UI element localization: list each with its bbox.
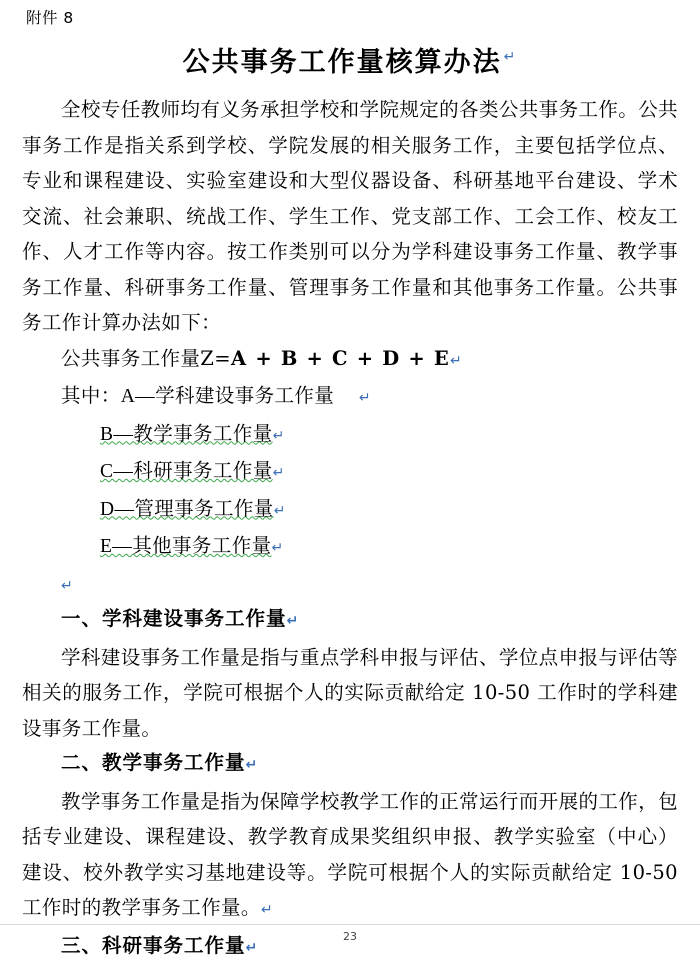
page-number: 23 <box>0 930 700 943</box>
paragraph-mark-icon: ↵ <box>261 902 273 918</box>
legend-b <box>22 417 678 455</box>
legend-e-text: E—其他事务工作量 <box>100 536 272 557</box>
paragraph-mark-icon: ↵ <box>504 49 518 65</box>
formula-label: 公共事务工作量Z= <box>61 347 231 370</box>
paragraph-mark-icon: ↵ <box>450 353 462 369</box>
formula-expression: A + B + C + D + E <box>231 347 450 370</box>
paragraph-mark-icon: ↵ <box>272 540 284 556</box>
paragraph-mark-icon: ↵ <box>61 578 73 594</box>
paragraph-mark-icon: ↵ <box>339 390 371 406</box>
page-title-text: 公共事务工作量核算办法 <box>183 47 502 78</box>
attachment-label: 附件 8 <box>26 6 74 28</box>
paragraph-mark-icon: ↵ <box>273 428 285 444</box>
empty-paragraph <box>22 567 678 603</box>
section-2-heading-text: 二、教学事务工作量 <box>61 753 246 774</box>
legend-d <box>22 492 678 530</box>
formula-line <box>22 341 678 380</box>
section-2-body <box>22 784 678 929</box>
intro-paragraph: 全校专任教师均有义务承担学校和学院规定的各类公共事务工作。公共事务工作是指关系到学校、学院发展的相关服务工作，主要包括学位点、专业和课程建设、实验室建设和大型仪器设备、科研基地平台建设、学术交流、社会兼职、统战工作、学生工作、党支部工作、工会工作、校友工作、人才工作等内容。按工作类别可以分为学科建设事务工作量、教学事务工作量、科研事务工作量、管理事务工作量和其他事务工作量。公共事务工作计算办法如下： <box>22 92 678 341</box>
paragraph-mark-icon: ↵ <box>287 613 300 629</box>
page-title <box>0 40 700 79</box>
section-1-heading-text: 一、学科建设事务工作量 <box>61 609 287 630</box>
section-1-heading <box>22 602 678 640</box>
footer-divider <box>0 924 700 925</box>
legend-c <box>22 454 678 492</box>
legend-b-text: B—教学事务工作量 <box>100 424 273 445</box>
paragraph-mark-icon: ↵ <box>274 503 286 519</box>
legend-d-text: D—管理事务工作量 <box>100 499 274 520</box>
section-2-body-text: 教学事务工作量是指为保障学校教学工作的正常运行而开展的工作，包括专业建设、课程建设、教学教育成果奖组织申报、教学实验室（中心）建设、校外教学实习基地建设等。学院可根据个人的实际贡献给定 10-50 工作时的教学事务工作量。 <box>22 790 678 920</box>
legend-c-text: C—科研事务工作量 <box>100 461 273 482</box>
legend-a-text: 其中：A—学科建设事务工作量 <box>61 386 334 407</box>
legend-e <box>22 529 678 567</box>
document-body <box>22 92 678 966</box>
paragraph-mark-icon: ↵ <box>246 757 259 773</box>
section-1-body: 学科建设事务工作量是指与重点学科申报与评估、学位点申报与评估等相关的服务工作，学院可根据个人的实际贡献给定 10-50 工作时的学科建设事务工作量。 <box>22 640 678 747</box>
paragraph-mark-icon: ↵ <box>246 940 259 956</box>
section-2-heading <box>22 746 678 784</box>
paragraph-mark-icon: ↵ <box>273 465 285 481</box>
section-3-heading-text: 三、科研事务工作量 <box>61 936 246 957</box>
legend-a <box>22 379 678 417</box>
